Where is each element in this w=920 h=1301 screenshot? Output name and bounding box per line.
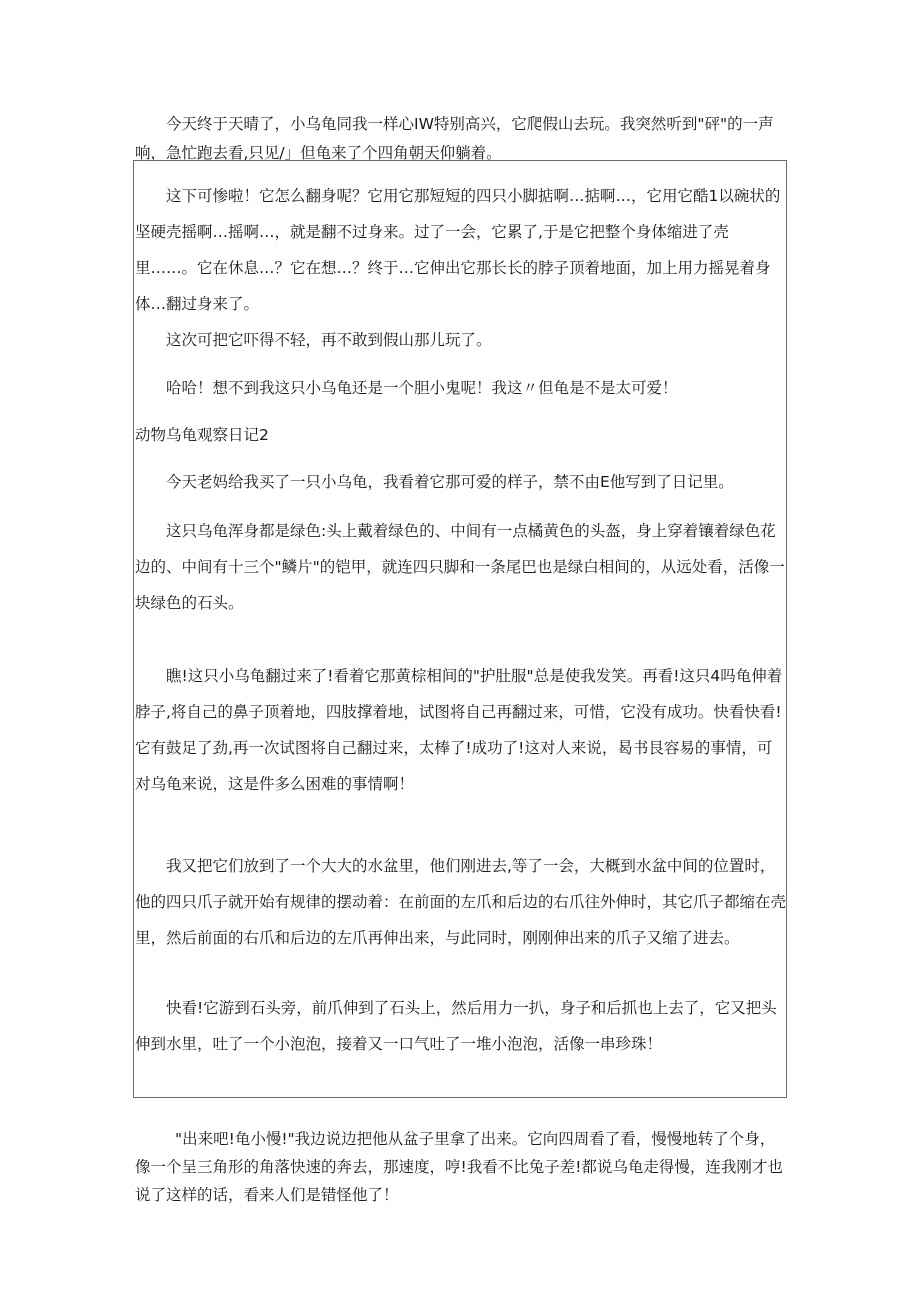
- paragraph-flip-struggle: 这下可惨啦！它怎么翻身呢？它用它那短短的四只小脚掂啊…掂啊…，它用它酷1以碗状的坚硬壳摇啊…摇啊…，就是翻不过身来。过了一会，它累了,于是它把整个身体缩进了壳里……。它在休息…？它在想…？终于…它伸出它那长长的脖子顶着地面，加上用力摇晃着身体…翻过身来了。: [135, 187, 781, 313]
- paragraph-water-basin: 我又把它们放到了一个大大的水盆里，他们刚进去,等了一会，大概到水盆中间的位置时，他的四只爪子就开始有规律的摆动着：在前面的左爪和后边的右爪往外伸时，其它爪子都缩在壳里，然后前面的右爪和后边的左爪再伸出来，与此同时，刚刚伸出来的爪子又缩了进去。: [135, 857, 787, 947]
- paragraph-green-shell: 这只乌龟浑身都是绿色:头上戴着绿色的、中间有一点橘黄色的头盔，身上穿着镶着绿色花边的、中间有十三个"鳞片"的铠甲，就连四只脚和一条尾巴也是绿白相间的，从远处看，活像一块绿色的石头。: [135, 522, 785, 612]
- outro-paragraph: "出来吧!龟小慢!"我边说边把他从盆子里拿了出来。它向四周看了看，慢慢地转了个身，像一个呈三角形的角落快速的奔去，那速度，哼!我看不比兔子差!都说乌龟走得慢，连我刚才也说了这样的话，看来人们是错怪他了！: [135, 1130, 783, 1204]
- paragraph-haha: 哈哈！想不到我这只小乌龟还是一个胆小鬼呢！我这〃但龟是不是太可爱！: [166, 379, 678, 397]
- paragraph-scared: 这次可把它吓得不轻，再不敢到假山那儿玩了。: [166, 331, 492, 349]
- paragraph-flip-again: 瞧!这只小乌龟翻过来了!看着它那黄棕相间的"护肚服"总是使我发笑。再看!这只4吗龟伸着脖子,将自己的鼻子顶着地，四肢撑着地，试图将自己再翻过来，可惜，它没有成功。快看快看!它有鼓足了劲,再一次试图将自己翻过来，太棒了!成功了!这对人来说，曷书艮容易的事情，可对乌龟来说，这是件多么困难的事情啊！: [135, 667, 783, 793]
- paragraph-bubbles: 快看!它游到石头旁，前爪伸到了石头上，然后用力一扒，身子和后抓也上去了，它又把头伸到水里，吐了一个小泡泡，接着又一口气吐了一堆小泡泡，活像一串珍珠！: [135, 999, 777, 1053]
- diary-heading: 动物乌龟观察日记2: [135, 426, 269, 444]
- intro-paragraph: 今天终于天晴了，小乌龟同我一样心IW特别高兴，它爬假山去玩。我突然听到"砰"的一声响，急忙跑去看,只见/」但龟来了个四角朝天仰躺着。: [135, 115, 774, 162]
- paragraph-bought-turtle: 今天老妈给我买了一只小乌龟，我看着它那可爱的样子，禁不由E他写到了日记里。: [166, 473, 734, 491]
